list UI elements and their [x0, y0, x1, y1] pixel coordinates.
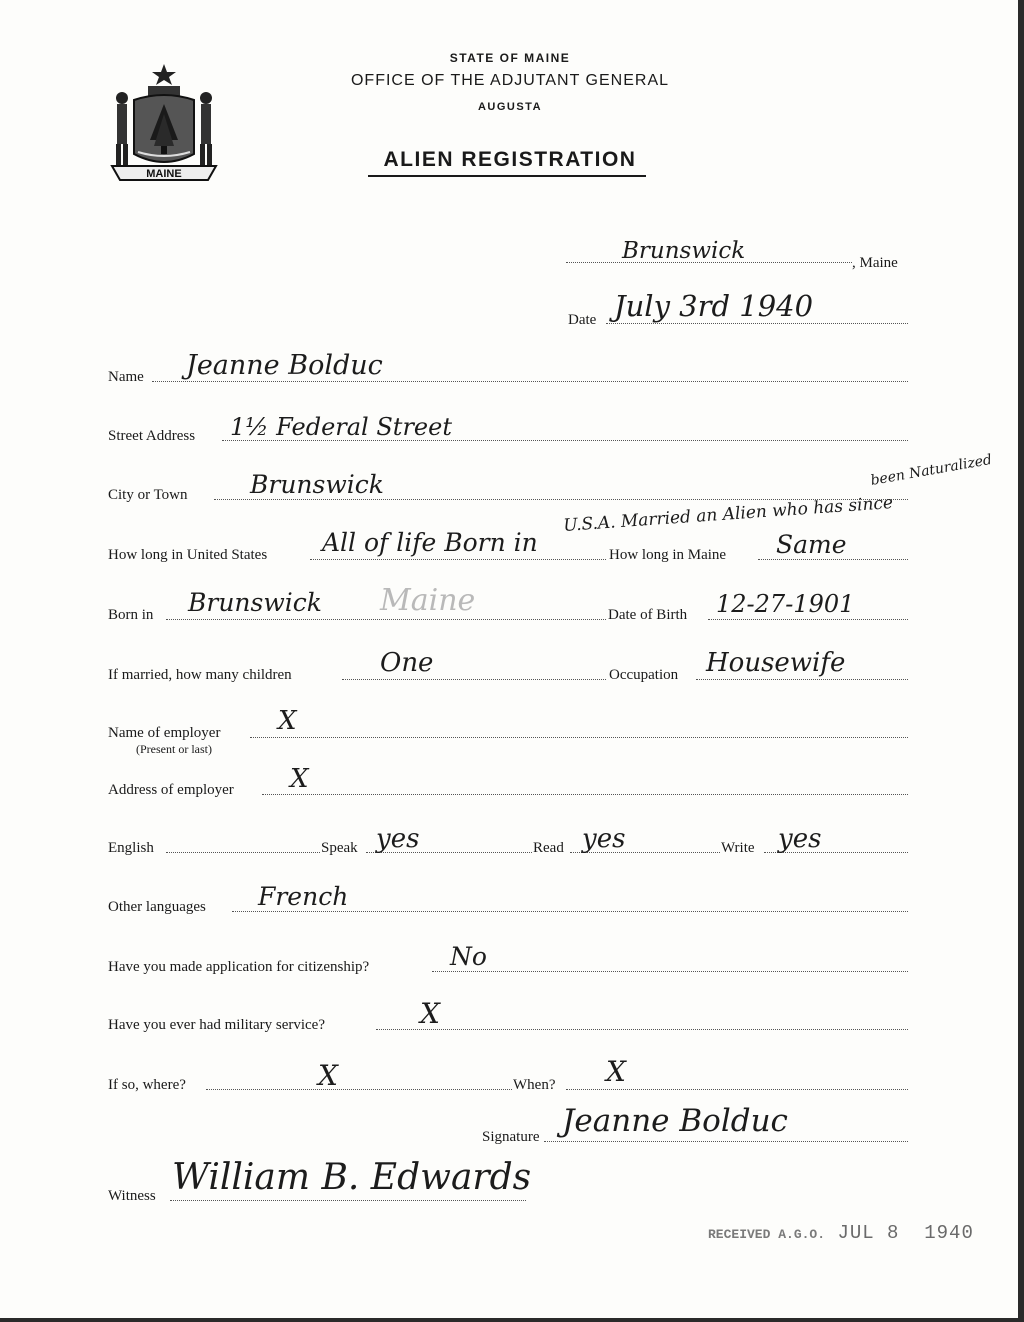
employer-name-entry: X — [278, 706, 297, 736]
employer-note-label: (Present or last) — [136, 742, 212, 756]
occupation-label: Occupation — [609, 667, 679, 683]
signature-entry: Jeanne Bolduc — [562, 1103, 788, 1139]
received-stamp-date: JUL 8 1940 — [837, 1222, 974, 1244]
occupation-entry: Housewife — [706, 648, 846, 678]
citizenship-entry: No — [450, 942, 487, 971]
witness-entry: William B. Edwards — [172, 1157, 532, 1198]
speak-entry: yes — [376, 824, 420, 854]
date-of-birth-label: Date of Birth — [608, 607, 688, 623]
city-or-town-entry: Brunswick — [250, 470, 384, 499]
read-entry: yes — [582, 824, 626, 854]
citizenship-label: Have you made application for citizenship? — [108, 959, 370, 975]
employer-name-label: Name of employer — [108, 725, 221, 741]
marriage-note: U.S.A. Married an Alien who has since — [562, 493, 894, 536]
employer-address-entry: X — [290, 764, 309, 794]
signature-label: Signature — [482, 1129, 540, 1145]
street-address-entry: 1½ Federal Street — [230, 413, 452, 441]
name-entry: Jeanne Bolduc — [186, 350, 383, 381]
speak-label: Speak — [321, 840, 358, 856]
name-label: Name — [108, 369, 144, 385]
received-stamp-prefix: RECEIVED A.G.O. — [708, 1227, 826, 1242]
employer-address-label: Address of employer — [108, 782, 234, 798]
seal-label: MAINE — [146, 168, 182, 180]
how-long-us-entry: All of life Born in — [322, 528, 538, 557]
how-long-us-label: How long in United States — [108, 547, 268, 563]
where-label: If so, where? — [108, 1077, 186, 1093]
naturalized-note: been Naturalized — [869, 451, 994, 489]
write-entry: yes — [778, 824, 822, 854]
when-entry: X — [606, 1055, 626, 1088]
date-entry: July 3rd 1940 — [614, 289, 814, 323]
where-entry: X — [318, 1059, 338, 1092]
title-underline — [368, 175, 646, 177]
how-long-maine-entry: Same — [776, 530, 847, 559]
maine-label: , Maine — [852, 255, 898, 271]
state-heading: STATE OF MAINE — [449, 51, 571, 65]
when-label: When? — [513, 1077, 556, 1093]
born-in-struck-entry: Maine — [380, 583, 476, 618]
read-label: Read — [533, 840, 564, 856]
received-stamp — [708, 1222, 974, 1244]
date-of-birth-entry: 12-27-1901 — [716, 590, 855, 618]
scan-edge-bottom — [0, 1318, 1024, 1322]
military-entry: X — [420, 997, 440, 1030]
how-long-maine-label: How long in Maine — [609, 547, 727, 563]
scan-edge-right — [1018, 0, 1024, 1322]
children-entry: One — [380, 648, 434, 678]
born-in-label: Born in — [108, 607, 154, 623]
children-label: If married, how many children — [108, 667, 292, 683]
military-label: Have you ever had military service? — [108, 1017, 325, 1033]
office-heading: OFFICE OF THE ADJUTANT GENERAL — [350, 72, 670, 89]
date-label: Date — [568, 312, 597, 328]
english-label: English — [108, 840, 154, 856]
write-label: Write — [721, 840, 755, 856]
street-address-label: Street Address — [108, 428, 196, 444]
city-or-town-label: City or Town — [108, 487, 188, 503]
other-languages-entry: French — [258, 882, 349, 911]
city-heading: AUGUSTA — [477, 101, 543, 113]
born-in-entry: Brunswick — [188, 588, 322, 617]
other-languages-label: Other languages — [108, 899, 206, 915]
maine-seal-icon — [108, 62, 220, 186]
place-entry: Brunswick — [622, 238, 746, 264]
witness-label: Witness — [108, 1188, 156, 1204]
form-title: ALIEN REGISTRATION — [383, 148, 637, 171]
